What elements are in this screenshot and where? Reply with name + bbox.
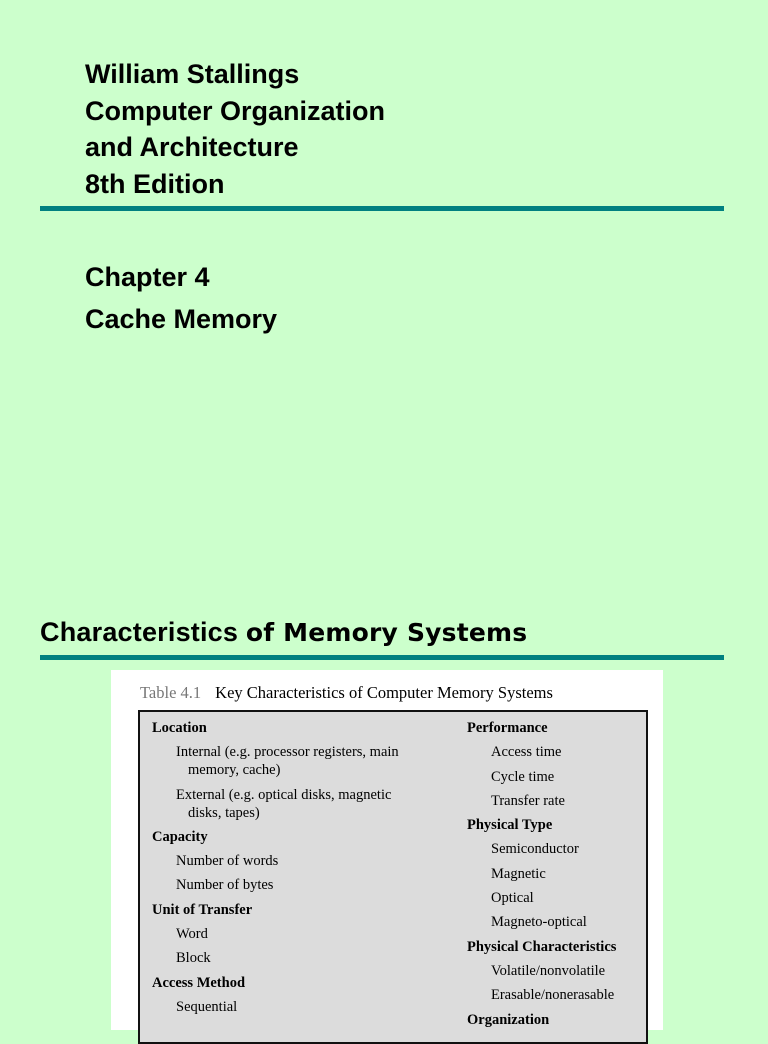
table-entry — [467, 913, 642, 931]
book-title — [85, 56, 385, 202]
table-entry-label: Number of words — [176, 853, 279, 870]
table-category-label: Physical Type — [467, 817, 553, 834]
table-entry — [467, 743, 642, 761]
book-title-line: 8th Edition — [85, 168, 225, 199]
table-entry — [467, 962, 642, 980]
table-entry-label: External (e.g. optical disks, magnetic — [176, 786, 392, 803]
table-entry-label: Number of bytes — [176, 877, 274, 894]
table-entry-label: Cycle time — [491, 768, 555, 785]
table-entry — [152, 949, 442, 967]
table-entry-label: Sequential — [176, 998, 238, 1015]
table-category — [467, 719, 642, 737]
table-category — [152, 901, 442, 919]
table-category — [152, 719, 442, 737]
table-category — [467, 816, 642, 834]
table-category-label: Location — [152, 720, 207, 736]
table-entry-label: Access time — [491, 744, 562, 761]
table-entry-label: Semiconductor — [491, 841, 579, 858]
table-entry-label: Magnetic — [491, 865, 546, 882]
table-entry — [467, 768, 642, 786]
table-caption-text: Key Characteristics of Computer Memory Systems — [215, 683, 553, 702]
table-category-label: Access Method — [152, 974, 246, 991]
table-entry — [152, 876, 442, 894]
table-number: Table 4.1 — [140, 683, 202, 702]
table-right-column — [467, 719, 642, 1035]
table-entry — [152, 998, 442, 1016]
table-entry-label: Optical — [491, 890, 534, 907]
table-entry-continuation: disks, tapes) — [188, 804, 260, 821]
slide-title — [40, 617, 527, 648]
table-entry-continuation: memory, cache) — [188, 762, 281, 779]
table-entry — [467, 986, 642, 1004]
book-title-line: Computer Organization — [85, 95, 386, 126]
characteristics-table — [138, 710, 648, 1044]
table-entry — [467, 840, 642, 858]
table-entry — [152, 743, 442, 779]
table-entry — [467, 865, 642, 883]
table-entry-label: Magneto-optical — [491, 914, 587, 931]
table-category — [152, 974, 442, 992]
slide-title-part2: of Memory Systems — [245, 618, 528, 647]
table-entry-label: Erasable/nonerasable — [491, 987, 615, 1004]
book-title-line: and Architecture — [85, 132, 299, 162]
table-category — [467, 938, 642, 956]
table-category-label: Physical Characteristics — [467, 938, 617, 955]
table-entry-label: Word — [176, 926, 208, 943]
table-entry-label: Transfer rate — [491, 792, 565, 809]
table-entry — [467, 889, 642, 907]
table-entry — [152, 786, 442, 822]
table-entry-label: Volatile/nonvolatile — [491, 962, 606, 979]
table-left-column — [152, 719, 442, 1022]
slide-title-part1: Characteristics — [40, 617, 239, 647]
table-image — [111, 670, 663, 1030]
table-entry-label: Block — [176, 950, 211, 967]
table-category-label: Performance — [467, 720, 548, 736]
table-entry — [467, 792, 642, 810]
chapter-number: Chapter 4 — [85, 262, 210, 292]
title-divider — [40, 206, 724, 211]
table-entry-label: Internal (e.g. processor registers, main — [176, 744, 399, 761]
table-entry — [152, 925, 442, 943]
table-caption — [140, 683, 553, 703]
chapter-heading — [85, 256, 277, 340]
table-category-label: Organization — [467, 1011, 550, 1028]
table-category-label: Unit of Transfer — [152, 901, 253, 918]
table-category — [467, 1011, 642, 1029]
chapter-title: Cache Memory — [85, 304, 278, 334]
book-title-line: William Stallings — [85, 59, 300, 89]
slide-title-divider — [40, 655, 724, 660]
table-category — [152, 828, 442, 846]
table-entry — [152, 852, 442, 870]
table-category-label: Capacity — [152, 828, 208, 845]
